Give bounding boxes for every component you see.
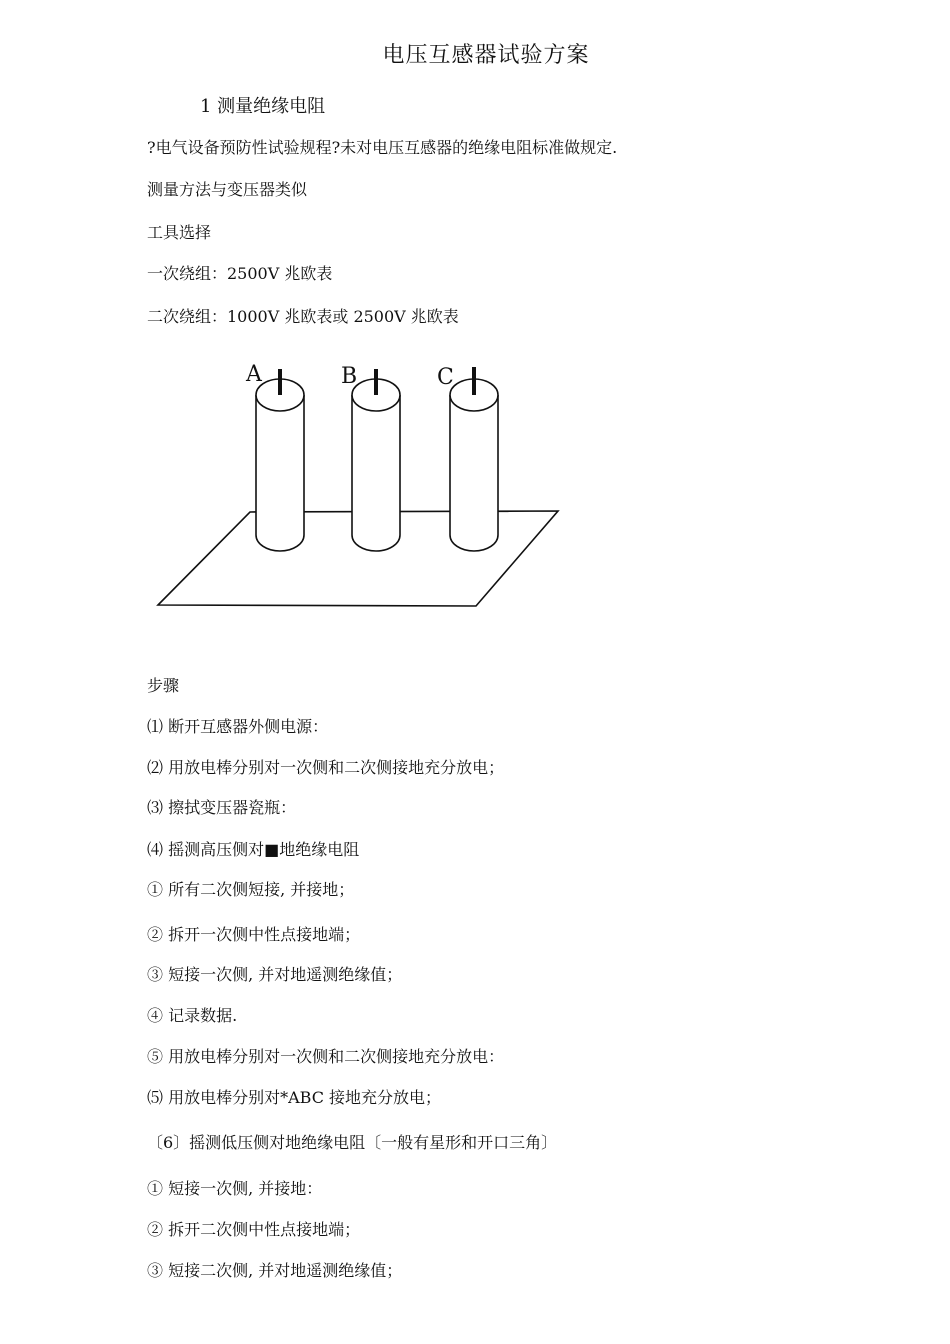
label-a: A: [246, 362, 262, 387]
section-heading: 1 测量绝缘电阻: [200, 96, 326, 117]
paragraph-method: 测量方法与变压器类似: [147, 180, 308, 199]
steps-heading: 步骤: [147, 676, 180, 695]
terminal-b-icon: [374, 369, 378, 395]
step-4-sub-1: ① 所有二次侧短接, 并接地；: [147, 880, 355, 899]
step-4-sub-5: ⑤ 用放电棒分别对一次侧和二次侧接地充分放电：: [147, 1047, 505, 1066]
paragraph-regulation-note: ?电气设备预防性试验规程?未对电压互感器的绝缘电阻标准做规定.: [147, 138, 618, 157]
paragraph-secondary-winding: 二次绕组：1000V 兆欧表或 2500V 兆欧表: [147, 307, 459, 326]
document-title: 电压互感器试验方案: [382, 43, 590, 68]
step-3: ⑶ 擦拭变压器瓷瓶：: [147, 798, 297, 817]
step-5: ⑸ 用放电棒分别对*ABC 接地充分放电；: [147, 1088, 442, 1107]
step-1: ⑴ 断开互感器外侧电源：: [147, 717, 329, 736]
cylinder-c: [450, 367, 498, 551]
step-6-sub-1: ① 短接一次侧, 并接地：: [147, 1179, 323, 1198]
step-4-sub-3: ③ 短接一次侧, 并对地遥测绝缘值；: [147, 965, 403, 984]
terminal-c-icon: [472, 367, 476, 395]
cylinder-a: [256, 369, 304, 551]
step-6-sub-2: ② 拆开二次侧中性点接地端；: [147, 1220, 361, 1239]
label-b: B: [341, 364, 358, 389]
step-6: 〔6〕摇测低压侧对地绝缘电阻〔一般有星形和开口三角〕: [147, 1133, 558, 1152]
paragraph-tool-selection: 工具选择: [147, 223, 212, 242]
transformer-diagram: [150, 355, 570, 620]
step-4: ⑷ 摇测高压侧对■地绝缘电阻: [147, 840, 360, 859]
cylinder-b: [352, 369, 400, 551]
step-4-sub-4: ④ 记录数据.: [147, 1006, 238, 1025]
step-6-sub-3: ③ 短接二次侧, 并对地遥测绝缘值；: [147, 1261, 403, 1280]
terminal-a-icon: [278, 369, 282, 395]
step-2: ⑵ 用放电棒分别对一次侧和二次侧接地充分放电；: [147, 758, 505, 777]
step-4-sub-2: ② 拆开一次侧中性点接地端；: [147, 925, 361, 944]
paragraph-primary-winding: 一次绕组：2500V 兆欧表: [147, 264, 333, 283]
label-c: C: [437, 365, 454, 390]
